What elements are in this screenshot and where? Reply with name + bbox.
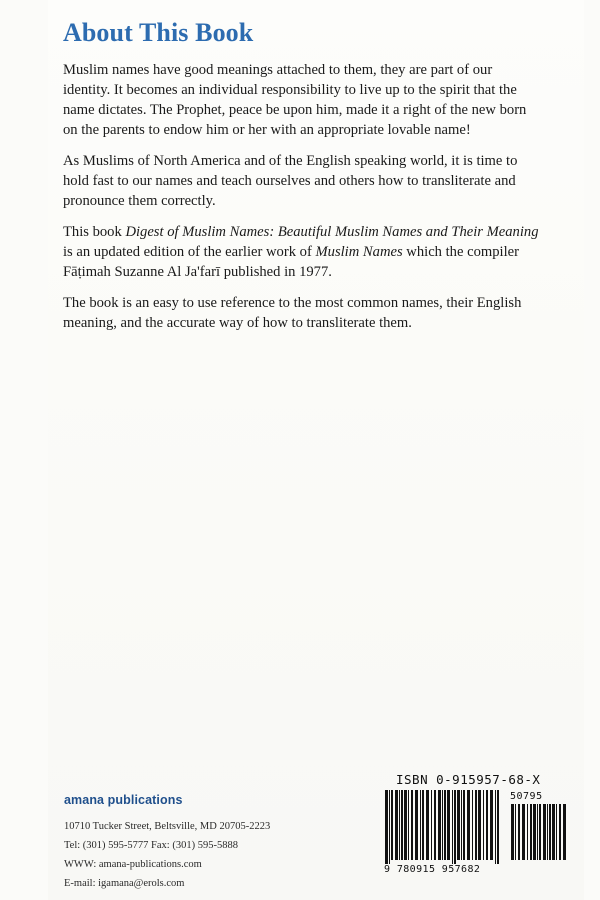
paragraph-4: The book is an easy to use reference to the most common names, their English meaning, and the accurate way of how to transliterate them. (63, 295, 522, 331)
barcode-bar (467, 790, 470, 860)
barcode-bar (475, 790, 477, 860)
barcode-bar (497, 790, 499, 864)
barcode-bar (415, 790, 418, 860)
barcode-bar (411, 790, 413, 860)
barcode-bar (422, 790, 424, 860)
ean-number: 9 780915 957682 (384, 864, 481, 875)
barcode-bar (478, 790, 481, 860)
barcode-bar (395, 790, 398, 860)
barcode-bar (556, 804, 557, 860)
barcode-bar (559, 804, 561, 860)
barcode-bar (490, 790, 493, 860)
barcode-bar (463, 790, 465, 860)
barcode-bar (389, 790, 390, 864)
ean-barcode (384, 790, 504, 864)
publisher-website: WWW: amana-publications.com (64, 859, 202, 870)
paragraph-3-prefix: This book (63, 224, 126, 240)
barcode-bar (385, 790, 388, 864)
barcode-bar (404, 790, 407, 860)
book-title: Digest of Muslim Names: Beautiful Muslim Names and Their Meaning (125, 224, 539, 240)
page-title: About This Book (63, 18, 254, 47)
barcode-bar (438, 790, 441, 860)
publisher-address: 10710 Tucker Street, Beltsville, MD 20705-2223 (64, 821, 271, 832)
barcode-bar (549, 804, 551, 860)
barcode-bar (461, 790, 462, 860)
barcode-bar (533, 804, 536, 860)
publisher-email: E-mail: igamana@erols.com (64, 878, 185, 889)
barcode-bar (447, 790, 450, 860)
paragraph-3-suffix: which the compiler Fāṭimah Suzanne Al Ja'farī published in 1977. (63, 244, 519, 280)
barcode-bar (444, 790, 446, 860)
publisher-block (64, 793, 270, 893)
barcode-bar (483, 790, 484, 860)
barcode-bar (511, 804, 514, 860)
about-text (63, 60, 543, 344)
barcode-bar (399, 790, 400, 860)
barcode-bar (539, 804, 541, 860)
barcode-block (384, 772, 584, 880)
barcode-bar (442, 790, 443, 860)
barcode-bar (527, 804, 528, 860)
barcode-bar (518, 804, 520, 860)
barcode-bar (543, 804, 546, 860)
barcode-bar (530, 804, 532, 860)
paragraph-3-middle: is an updated edition of the earlier work of (63, 244, 316, 260)
barcode-bar (420, 790, 421, 860)
barcode-bar (391, 790, 393, 860)
publisher-phone: Tel: (301) 595-5777 Fax: (301) 595-5888 (64, 840, 238, 851)
barcode-bar (552, 804, 555, 860)
barcode-bar (401, 790, 403, 860)
barcode-bar (537, 804, 538, 860)
earlier-book-title: Muslim Names (315, 244, 403, 260)
barcode-bar (515, 804, 516, 860)
paragraph-3 (63, 222, 543, 282)
barcode-bar (452, 790, 453, 864)
barcode-bar (454, 790, 456, 864)
barcode-bar (426, 790, 429, 860)
barcode-bar (495, 790, 496, 864)
barcode-bar (486, 790, 488, 860)
price-addon-barcode (510, 804, 572, 864)
barcode-bar (457, 790, 460, 860)
isbn-label: ISBN 0-915957-68-X (396, 772, 541, 787)
barcode-bar (434, 790, 436, 860)
price-code: 50795 (510, 791, 543, 802)
publisher-name: amana publications (64, 793, 183, 807)
paragraph-1: Muslim names have good meanings attached to them, they are part of our identity. It becomes an individual responsibility to live up to the spirit that the name dictates. The Prophet, peace be upon him, made it a right of the new born on the parents to endow him or her with an appropriate lovable name! (63, 62, 527, 138)
barcode-bar (522, 804, 525, 860)
barcode-bar (563, 804, 566, 860)
paragraph-2: As Muslims of North America and of the English speaking world, it is time to hold fast to our names and teach ourselves and others how to transliterate and pronounce them correctly. (63, 153, 518, 209)
barcode-bar (408, 790, 409, 860)
barcode-bar (431, 790, 432, 860)
barcode-bar (547, 804, 548, 860)
barcode-bar (472, 790, 473, 860)
